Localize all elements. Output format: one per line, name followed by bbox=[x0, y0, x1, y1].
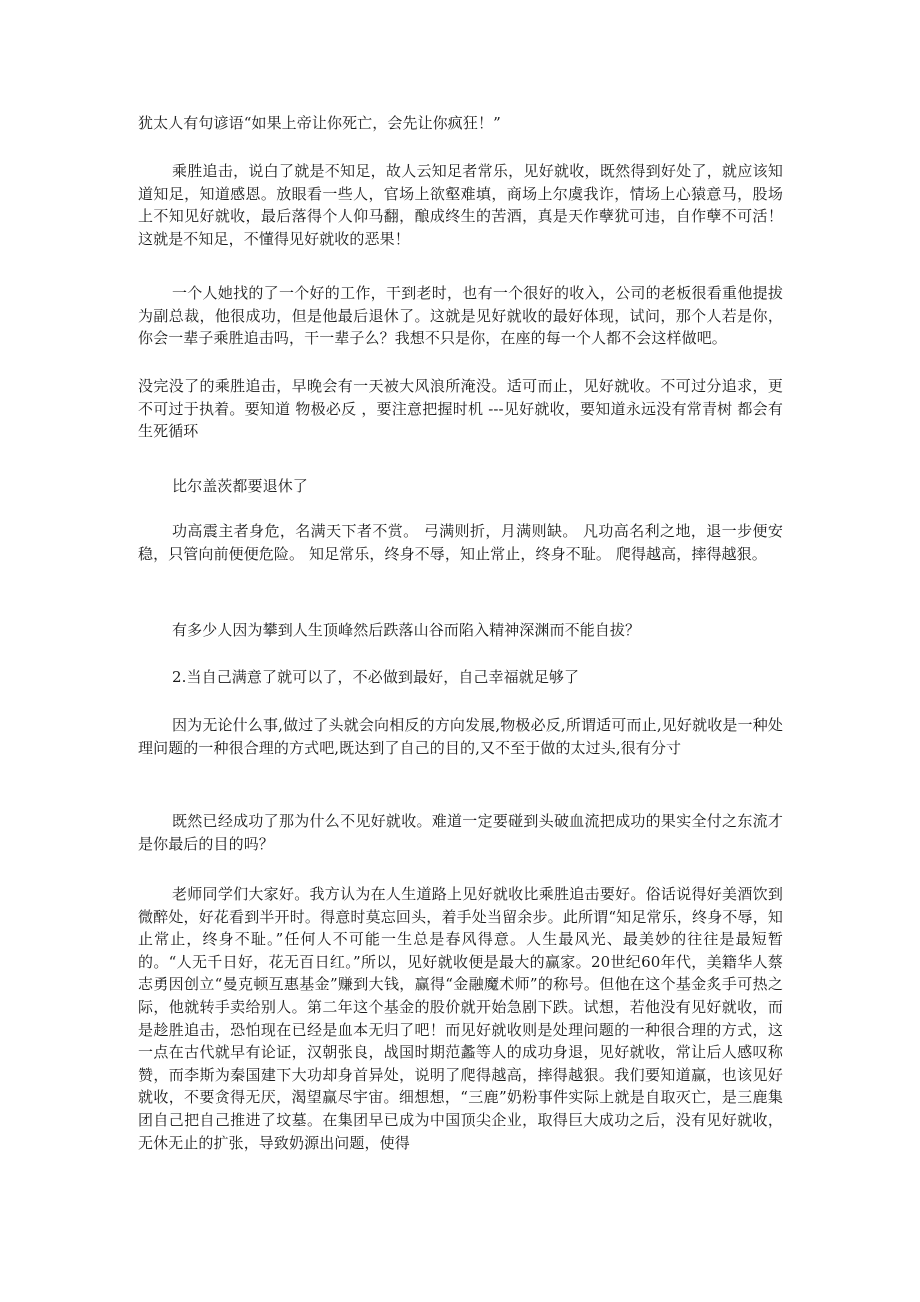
paragraph-8: 2.当自己满意了就可以了，不必做到最好，自己幸福就足够了 bbox=[172, 668, 580, 686]
paragraph-7: 有多少人因为攀到人生顶峰然后跌落山谷而陷入精神深渊而不能自拔？ bbox=[172, 621, 641, 639]
paragraph-3: 一个人她找的了一个好的工作，干到老时，也有一个很好的收入，公司的老板很看重他提拔为副总裁，他很成功，但是他最后退休了。这就是见好就收的最好体现，试问，那个人若是你，你会一辈子乘胜追击吗，干一辈子么？我想不只是你，在座的每一个人都不会这样做吧。 bbox=[138, 284, 783, 348]
paragraph-6: 功高震主者身危，名满天下者不赏。 弓满则折，月满则缺。 凡功高名利之地，退一步便安稳，只管向前便便危险。 知足常乐，终身不辱，知止常止，终身不耻。 爬得越高，摔得越狠。 bbox=[138, 522, 783, 563]
paragraph-5: 比尔盖茨都要退休了 bbox=[172, 477, 308, 495]
paragraph-1: 犹太人有句谚语“如果上帝让你死亡，会先让你疯狂！” bbox=[138, 114, 501, 132]
paragraph-2: 乘胜追击，说白了就是不知足，故人云知足者常乐，见好就收，既然得到好处了，就应该知道知足，知道感恩。放眼看一些人，官场上欲壑难填，商场上尔虞我诈，情场上心猿意马，股场上不知见好就收，最后落得个人仰马翻，酿成终生的苦酒，真是天作孽犹可违，自作孽不可活！这就是不知足，不懂得见好就收的恶果！ bbox=[138, 162, 783, 248]
paragraph-9: 因为无论什么事,做过了头就会向相反的方向发展,物极必反,所谓适可而止,见好就收是一种处理问题的一种很合理的方式吧,既达到了自己的目的,又不至于做的太过头,很有分寸 bbox=[138, 716, 783, 757]
paragraph-4: 没完没了的乘胜追击，早晚会有一天被大风浪所淹没。适可而止，见好就收。不可过分追求，更不可过于执着。要知道 物极必反 ，要注意把握时机 ---见好就收，要知道永远没有常青树 都会有生死循环 bbox=[138, 377, 783, 441]
paragraph-11: 老师同学们大家好。我方认为在人生道路上见好就收比乘胜追击要好。俗话说得好美酒饮到微醉处，好花看到半开时。得意时莫忘回头，着手处当留余步。此所谓“知足常乐，终身不辱，知止常止，终身不耻。”任何人不可能一生总是春风得意。人生最风光、最美妙的往往是最短暂的。“人无千日好，花无百日红。”所以，见好就收便是最大的赢家。20世纪60年代，美籍华人蔡志勇因创立“曼克顿互惠基金”赚到大钱，赢得“金融魔术师”的称号。但他在这个基金炙手可热之际，他就转手卖给别人。第二年这个基金的股价就开始急剧下跌。试想，若他没有见好就收，而是趁胜追击，恐怕现在已经是血本无归了吧！而见好就收则是处理问题的一种很合理的方式，这一点在古代就早有论证，汉朝张良，战国时期范蠡等人的成功身退，见好就收，常让后人感叹称赞，而李斯为秦国建下大功却身首异处，说明了爬得越高，摔得越狠。我们要知道赢，也该见好就收，不要贪得无厌，渴望赢尽宇宙。细想想，“三鹿”奶粉事件实际上就是自取灭亡，是三鹿集团自己把自己推进了坟墓。在集团早已成为中国顶尖企业，取得巨大成功之后，没有见好就收，无休无止的扩张，导致奶源出问题，使得 bbox=[138, 885, 783, 1152]
paragraph-10: 既然已经成功了那为什么不见好就收。难道一定要碰到头破血流把成功的果实全付之东流才是你最后的目的吗？ bbox=[138, 812, 783, 853]
